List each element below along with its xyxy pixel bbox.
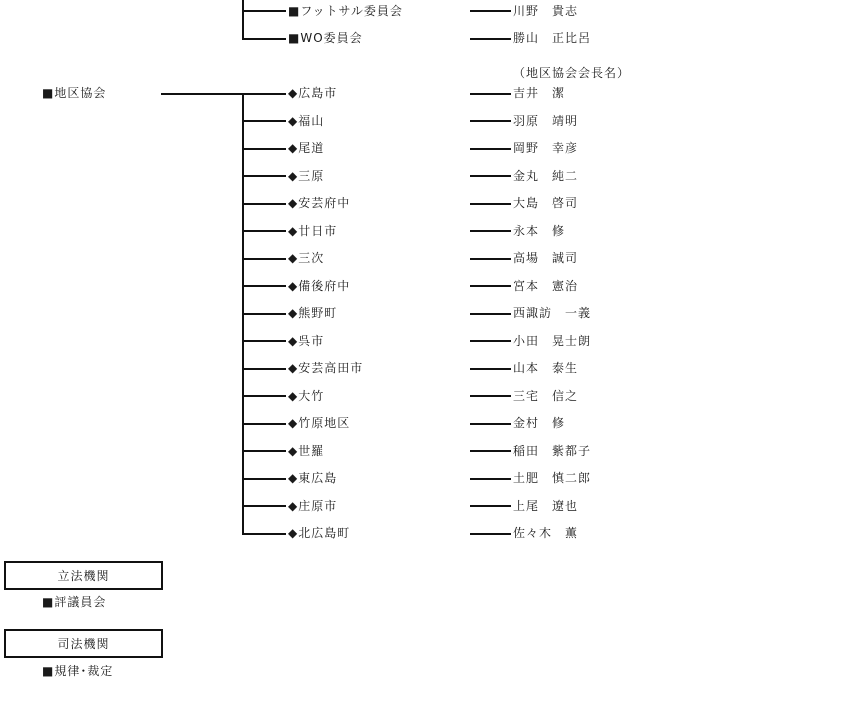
district-item-chair: 高場 誠司 <box>513 251 579 265</box>
connector-line <box>242 175 286 177</box>
committee-label: ■フットサル委員会 <box>288 4 403 18</box>
district-item-label: ◆広島市 <box>288 86 338 100</box>
district-item-label: ◆三次 <box>288 251 325 265</box>
district-item-label: ◆安芸高田市 <box>288 361 364 375</box>
connector-line <box>242 258 286 260</box>
connector-line <box>242 423 286 425</box>
connector-line <box>242 395 286 397</box>
connector-line <box>242 93 286 95</box>
chair-connector <box>470 368 511 370</box>
chair-connector <box>470 38 511 40</box>
connector-line <box>242 230 286 232</box>
district-item-label: ◆廿日市 <box>288 224 338 238</box>
district-item-chair: 永本 修 <box>513 224 566 238</box>
connector-line <box>242 285 286 287</box>
connector-line <box>242 478 286 480</box>
district-item-chair: 岡野 幸彦 <box>513 141 579 155</box>
chair-connector <box>470 395 511 397</box>
top-tree-trunk <box>242 0 244 40</box>
district-item-label: ◆呉市 <box>288 334 325 348</box>
connector-line <box>242 313 286 315</box>
district-item-chair: 三宅 信之 <box>513 389 579 403</box>
connector-line <box>242 340 286 342</box>
district-item-label: ◆安芸府中 <box>288 196 351 210</box>
district-item-chair: 佐々木 薫 <box>513 526 579 540</box>
district-item-label: ◆庄原市 <box>288 499 338 513</box>
chair-connector <box>470 285 511 287</box>
district-item-label: ◆世羅 <box>288 444 325 458</box>
chair-connector <box>470 450 511 452</box>
district-item-label: ◆備後府中 <box>288 279 351 293</box>
chair-column-header: （地区協会会長名） <box>513 66 631 80</box>
chair-connector <box>470 203 511 205</box>
connector-line <box>242 148 286 150</box>
district-item-chair: 吉井 潔 <box>513 86 566 100</box>
chair-connector <box>470 175 511 177</box>
district-item-chair: 山本 泰生 <box>513 361 579 375</box>
judicial-item: ■規律･裁定 <box>42 664 114 678</box>
district-item-label: ◆尾道 <box>288 141 325 155</box>
district-item-label: ◆三原 <box>288 169 325 183</box>
committee-chair: 川野 貴志 <box>513 4 579 18</box>
district-item-label: ◆福山 <box>288 114 325 128</box>
connector-line <box>242 533 286 535</box>
district-item-chair: 大島 啓司 <box>513 196 579 210</box>
district-item-label: ◆竹原地区 <box>288 416 351 430</box>
district-item-chair: 土肥 慎二郎 <box>513 471 592 485</box>
chair-connector <box>470 313 511 315</box>
chair-connector <box>470 120 511 122</box>
judicial-box: 司法機関 <box>4 629 163 658</box>
chair-connector <box>470 505 511 507</box>
connector-line <box>242 120 286 122</box>
committee-label: ■WO委員会 <box>288 31 363 45</box>
chair-connector <box>470 478 511 480</box>
committee-chair: 勝山 正比呂 <box>513 31 592 45</box>
district-item-chair: 金丸 純二 <box>513 169 579 183</box>
district-item-label: ◆北広島町 <box>288 526 351 540</box>
district-item-label: ◆大竹 <box>288 389 325 403</box>
district-item-label: ◆東広島 <box>288 471 338 485</box>
chair-connector <box>470 533 511 535</box>
district-item-label: ◆熊野町 <box>288 306 338 320</box>
district-item-chair: 宮本 憲治 <box>513 279 579 293</box>
district-item-chair: 西諏訪 一義 <box>513 306 592 320</box>
chair-connector <box>470 230 511 232</box>
legislative-item: ■評議員会 <box>42 595 107 609</box>
district-item-chair: 稲田 紫都子 <box>513 444 592 458</box>
district-item-chair: 羽原 靖明 <box>513 114 579 128</box>
district-item-chair: 小田 晃士朗 <box>513 334 592 348</box>
chair-connector <box>470 423 511 425</box>
chair-connector <box>470 10 511 12</box>
chair-connector <box>470 258 511 260</box>
chair-connector <box>470 148 511 150</box>
chair-connector <box>470 340 511 342</box>
district-item-chair: 上尾 遼也 <box>513 499 579 513</box>
connector-line <box>242 368 286 370</box>
legislative-box: 立法機関 <box>4 561 163 590</box>
district-item-chair: 金村 修 <box>513 416 566 430</box>
connector-line <box>242 203 286 205</box>
chair-connector <box>470 93 511 95</box>
district-main-connector <box>161 93 244 95</box>
connector-line <box>242 505 286 507</box>
connector-line <box>242 38 286 40</box>
district-label: ■地区協会 <box>42 86 107 100</box>
connector-line <box>242 10 286 12</box>
connector-line <box>242 450 286 452</box>
